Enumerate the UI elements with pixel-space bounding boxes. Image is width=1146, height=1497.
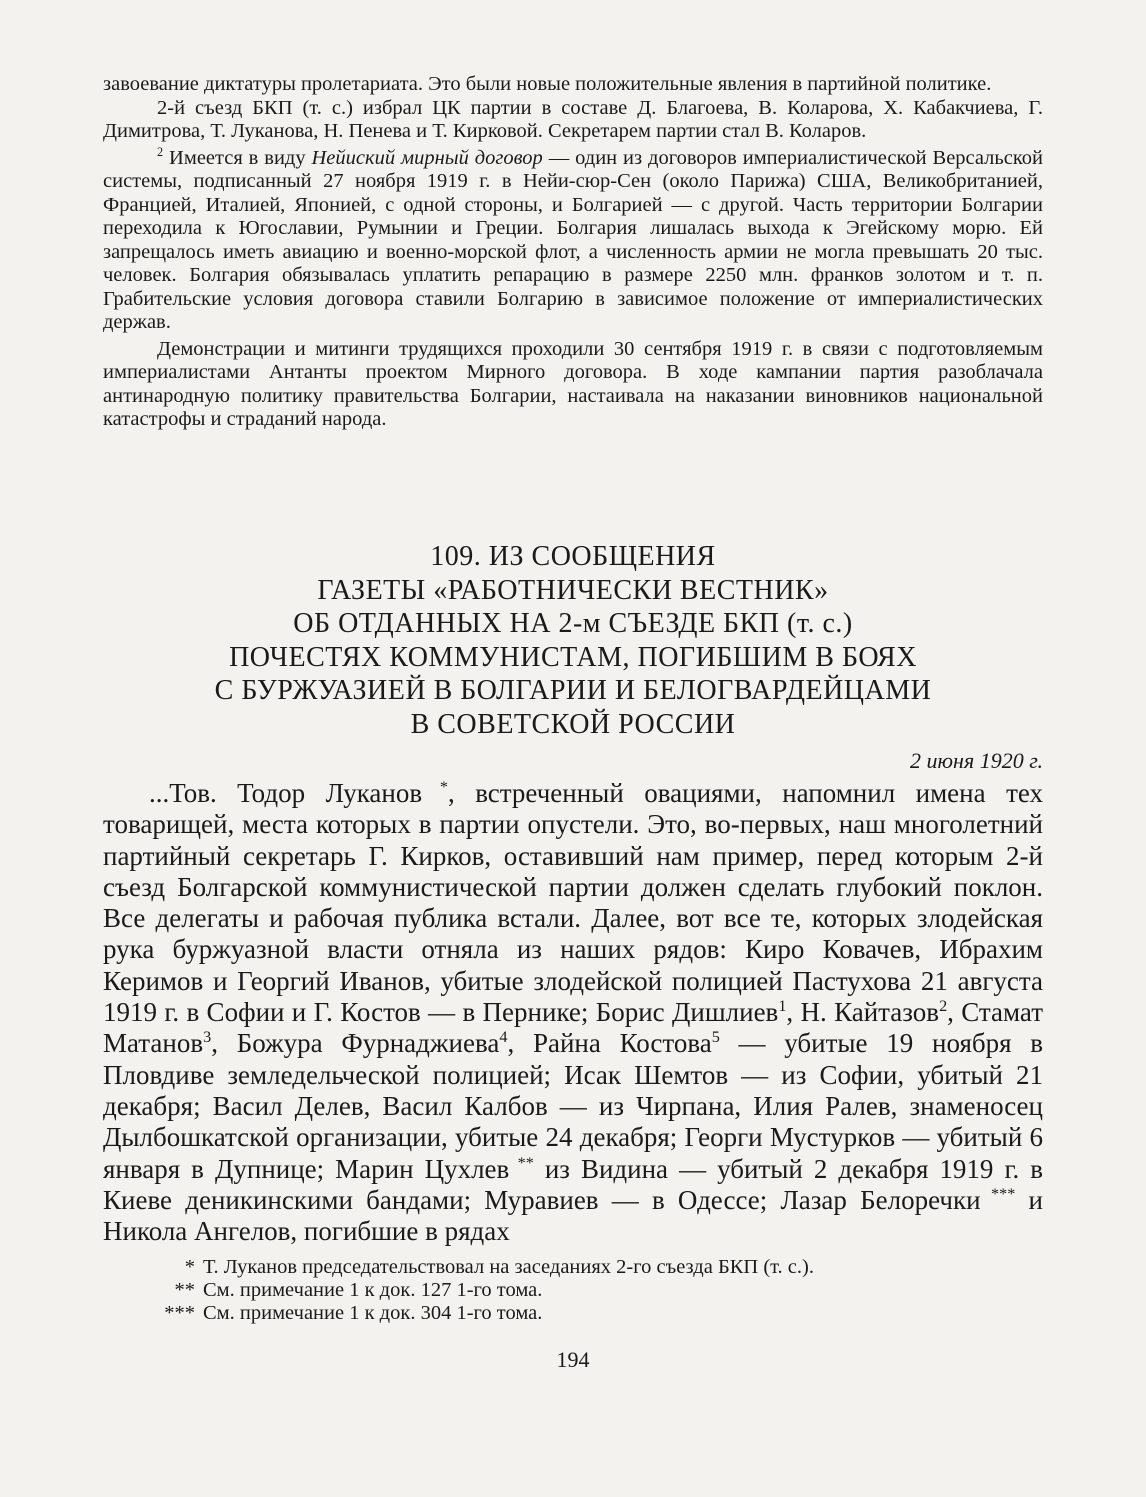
footnote-ref: **: [509, 1153, 534, 1172]
footnote-ref: ***: [980, 1184, 1016, 1203]
footnotes: [103, 1256, 1043, 1325]
endnote-ref: 4: [499, 1028, 508, 1047]
document-date: 2 июня 1920 г.: [910, 748, 1043, 773]
footnote: * Т. Луканов председательствовал на заседаниях 2-го съезда БКП (т. с.).: [103, 1256, 1043, 1279]
document-heading: [103, 540, 1043, 741]
heading-line: В СОВЕТСКОЙ РОССИИ: [410, 708, 736, 740]
endnote-mark: 2: [157, 144, 164, 159]
endnote-paragraph-demonstrations: Демонстрации и митинги трудящихся проходили 30 сентября 1919 г. в связи с подготовляемым империалистами Антанты проектом Мирного договора. В ходе кампании партия разоблачала антинародную политику правительства Болгарии, настаивала на наказании виновников национальной катастрофы и страданий народа.: [103, 337, 1043, 430]
footnote: *** См. примечание 1 к док. 304 1-го тома.: [103, 1302, 1043, 1325]
heading-line: ПОЧЕСТЯХ КОММУНИСТАМ, ПОГИБШИМ В БОЯХ: [229, 641, 917, 673]
endnote-ref: 3: [203, 1028, 212, 1047]
endnotes-block: [103, 73, 1043, 432]
footnote-mark: *: [184, 1256, 195, 1278]
footnote-mark: ***: [164, 1302, 195, 1324]
heading-line: ГАЗЕТЫ «РАБОТНИЧЕСКИ ВЕСТНИК»: [317, 574, 829, 606]
endnote-continuation: завоевание диктатуры пролетариата. Это были новые положительные явления в партийной политике.: [103, 73, 992, 95]
endnote-2: $^2$ Имеется в виду Нейиский мирный договор — один из договоров империалистической Версальской системы, подписанный 27 ноября 1919 г. в Нейи-сюр-Сен (около Парижа) США, Великобританией, Францией, Италией, Японией, с одной стороны, и Болгарией — с другой. Часть территории Болгарии переходила к Югославии, Румынии и Греции. Болгария лишалась выхода к Эгейскому морю. Ей запрещалось иметь авиацию и военно-морской флот, а численность армии не могла превышать 20 тыс. человек. Болгария обязывалась уплатить репарацию в размере 2250 млн. франков золотом и т. п. Грабительские условия договора ставили Болгарию в зависимое положение от империалистических держав.: [103, 144, 1043, 333]
footnote: ** См. примечание 1 к док. 127 1-го тома.: [103, 1279, 1043, 1302]
page-number: 194: [556, 1347, 590, 1372]
main-text: [103, 778, 1043, 1247]
heading-line: С БУРЖУАЗИЕЙ В БОЛГАРИИ И БЕЛОГВАРДЕЙЦАМИ: [214, 675, 932, 706]
treaty-name: Нейиский мирный договор: [311, 146, 543, 169]
main-paragraph: ...Тов. Тодор Луканов *, встреченный овациями, напомнил имена тех товарищей, места которых в партии опустели. Это, во-первых, наш многолетний партийный секретарь Г. Кирков, оставивший нам пример, перед которым 2-й съезд Болгарской коммунистической партии должен сделать глубокий поклон. Все делегаты и рабочая публика встали. Далее, вот все те, которых злодейская рука буржуазной власти отняла из наших рядов: Киро Ковачев, Ибрахим Керимов и Георгий Иванов, убитые злодейской полицией Пастухова 21 августа 1919 г. в Софии и Г. Костов — в Пернике; Борис Дишлиев$^1$, Н. Кайтазов$^2$, Стамат Матанов$^3$, Божура Фурнаджиева$^4$, Райна Костова$^5$ — убитые 19 ноября в Пловдиве земледельческой полицией; Исак Шемтов — из Софии, убитый 21 декабря; Васил Делев, Васил Калбов — из Чирпана, Илия Ралев, знаменосец Дылбошкатской организации, убитые 24 декабря; Георги Мустурков — убитый 6 января в Дупнице; Марин Цухлев ** из Видина — убитый 2 декабря 1919 г. в Киеве деникинскими бандами; Муравиев — в Одессе; Лазар Белоречки *** и Никола Ангелов, погибшие в рядах: [103, 778, 1044, 1247]
footnote-ref: *: [422, 778, 448, 796]
endnote-paragraph: 2-й съезд БКП (т. с.) избрал ЦК партии в составе Д. Благоева, В. Коларова, Х. Кабакчиева, Г. Димитрова, Т. Луканова, Н. Пенева и Т. Кирковой. Секретарем партии стал В. Коларов.: [103, 96, 1043, 142]
endnote-ref: 2: [939, 997, 948, 1016]
footnote-mark: **: [174, 1279, 195, 1301]
heading-line: 109. ИЗ СООБЩЕНИЯ: [430, 541, 716, 572]
endnote-ref: 1: [778, 997, 787, 1016]
heading-line: ОБ ОТДАННЫХ НА 2-м СЪЕЗДЕ БКП (т. с.): [293, 608, 853, 639]
endnote-ref: 5: [711, 1028, 720, 1047]
